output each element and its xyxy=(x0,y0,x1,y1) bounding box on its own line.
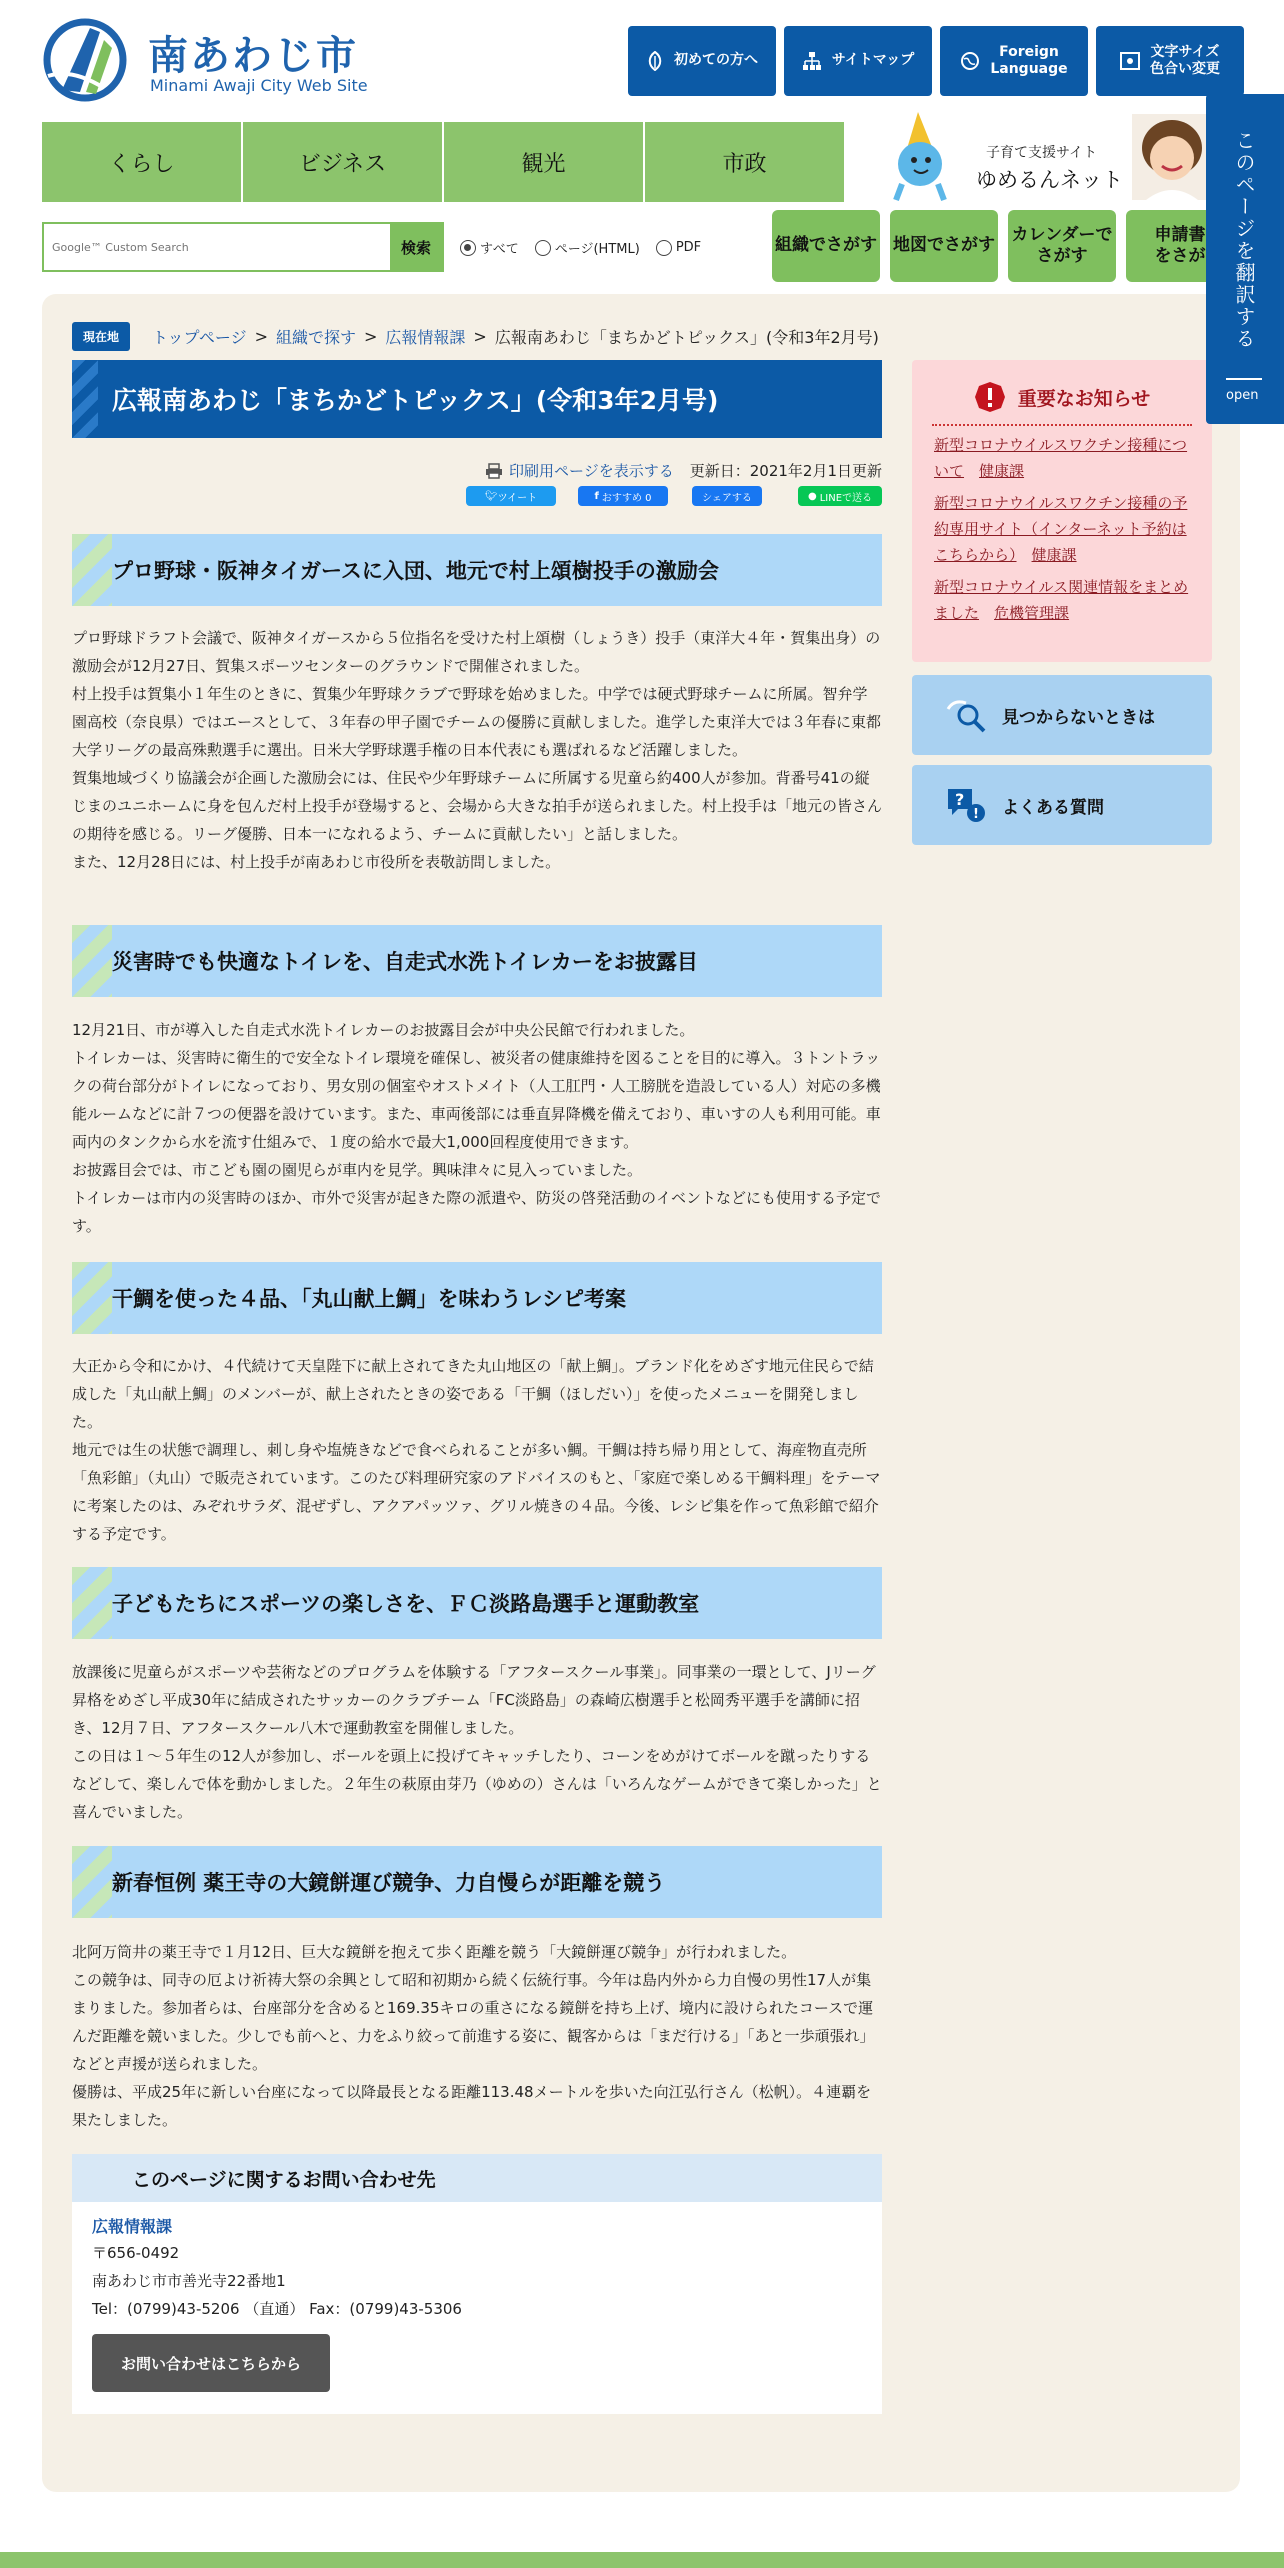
svg-text:!: ! xyxy=(973,807,979,822)
footer-bar xyxy=(0,2552,1284,2568)
alert-icon xyxy=(974,381,1006,413)
header-buttons xyxy=(628,26,1244,96)
article-body xyxy=(72,1016,882,1240)
contact-box xyxy=(72,2154,882,2414)
article-paragraph: トイレカーは市内の災害時のほか、市外で災害が起きた際の派遣や、防災の啓発活動のイベントなどにも使用する予定です。 xyxy=(72,1189,881,1235)
scope-html-radio[interactable] xyxy=(535,238,640,257)
faq-icon xyxy=(944,785,988,825)
contact-address: 南あわじ市市善光寺22番地1 xyxy=(92,2272,286,2290)
important-notice xyxy=(912,360,1212,662)
site-search xyxy=(42,222,444,272)
find-by-map-button[interactable]: 地図でさがす xyxy=(890,210,998,282)
line-share-button[interactable] xyxy=(798,486,882,506)
nav-item-city-government[interactable]: 市政 xyxy=(645,122,844,202)
child-photo xyxy=(1132,114,1212,200)
contact-zip: 〒656-0492 xyxy=(92,2244,180,2262)
print-link[interactable] xyxy=(485,460,674,481)
not-found-label: 見つからないときは xyxy=(1002,707,1155,728)
article-paragraph: お披露目会では、市こども園の園児らが車内を見学。興味津々に見入っていました。 xyxy=(72,1161,643,1179)
text-size-button[interactable] xyxy=(1096,26,1244,96)
article-paragraph: プロ野球ドラフト会議で、阪神タイガースから５位指名を受けた村上頌樹（しょうき）投手（東洋大４年・賀集出身）の激励会が12月27日、賀集スポーツセンターのグラウンドで開催されました。 xyxy=(72,629,881,675)
contact-department[interactable]: 広報情報課 xyxy=(92,2217,173,2236)
foreign-language-label: Foreign Language xyxy=(990,43,1068,77)
notice-item xyxy=(934,490,1194,568)
notice-heading xyxy=(932,370,1192,426)
breadcrumb-separator: > xyxy=(473,327,487,346)
breadcrumb xyxy=(72,322,879,351)
article-paragraph: 賀集地域づくり協議会が企画した激励会には、住民や少年野球チームに所属する児童ら約400人が参加。背番号41の縦じまのユニホームに身を包んだ村上投手が登場すると、会場から大きな拍手が送られました。村上投手は「地元の皆さんの期待を感じる。リーグ優勝、日本一になれるよう、チームに貢献したい」と話しました。 xyxy=(72,769,883,843)
page-title: 広報南あわじ「まちかどトピックス」(令和3年2月号) xyxy=(72,360,882,438)
first-visit-label: 初めての方へ xyxy=(674,52,758,69)
article-heading: プロ野球・阪神タイガースに入団、地元で村上頌樹投手の激励会 xyxy=(72,534,882,606)
leaf-icon xyxy=(646,51,664,71)
article-paragraph: 12月21日、市が導入した自走式水洗トイレカーのお披露目会が中央公民館で行われました。 xyxy=(72,1021,695,1039)
globe-icon xyxy=(960,51,980,71)
article-paragraph: 大正から令和にかけ、４代続けて天皇陛下に献上されてきた丸山地区の「献上鯛」。ブランド化をめざす地元住民らで結成した「丸山献上鯛」のメンバーが、献上されたときの姿である「干鯛（ほしだい）」を使ったメニューを開発しました。 xyxy=(72,1357,874,1431)
mascot-illustration xyxy=(878,108,962,204)
facebook-share-button[interactable] xyxy=(692,486,762,506)
find-by-calendar-button[interactable]: カレンダーで さがす xyxy=(1008,210,1116,282)
find-by-organization-button[interactable]: 組織でさがす xyxy=(772,210,880,282)
article-body xyxy=(72,1658,882,1826)
search-input[interactable] xyxy=(44,224,390,270)
article-paragraph: この競争は、同寺の厄よけ祈祷大祭の余興として昭和初期から続く伝統行事。今年は島内外から力自慢の男性17人が集まりました。参加者らは、台座部分を含めると169.35キロの重さになる鏡餅を持ち上げ、境内に設けられたコースで運んだ距離を競いました。少しでも前へと、力をふり絞って前進する姿に、観客からは「まだ行ける」「あと一歩頑張れ」などと声援が送られました。 xyxy=(72,1971,875,2073)
nav-item-living[interactable]: くらし xyxy=(42,122,243,202)
article-paragraph: トイレカーは、災害時に衛生的で安全なトイレ環境を確保し、被災者の健康維持を図ることを目的に導入。３トントラックの荷台部分がトイレになっており、男女別の個室やオストメイト（人工肛門・人工膀胱を造設している人）対応の多機能ルームなどに計７つの便器を設けています。また、車両後部には垂直昇降機を備えており、車いすの人も利用可能。車両内のタンクから水を流す仕組みで、１度の給水で最大1,000回程度使用できます。 xyxy=(72,1049,881,1151)
tweet-button[interactable] xyxy=(466,486,556,506)
share-buttons xyxy=(466,486,882,506)
updated-date: 更新日：2021年2月1日更新 xyxy=(689,462,882,480)
scope-all-label: すべて xyxy=(480,242,519,257)
notice-dept-link[interactable]: 健康課 xyxy=(979,462,1025,480)
article-paragraph: 村上投手は賀集小１年生のときに、賀集少年野球クラブで野球を始めました。中学では硬式野球チームに所属。智弁学園高校（奈良県）ではエースとして、３年春の甲子園でチームの優勝に貢献しました。進学した東洋大では３年春に東都大学リーグの最高殊勲選手に選出。日米大学野球選手権の日本代表にも選ばれるなど活躍しました。 xyxy=(72,685,881,759)
notice-list xyxy=(934,432,1194,632)
notice-heading-text: 重要なお知らせ xyxy=(1017,387,1151,410)
article-heading: 子どもたちにスポーツの楽しさを、ＦＣ淡路島選手と運動教室 xyxy=(72,1567,882,1639)
line-share-label: LINEで送る xyxy=(819,492,873,504)
notice-link[interactable]: 新型コロナウイルス関連情報をまとめました xyxy=(934,578,1189,622)
scope-all-radio[interactable] xyxy=(460,238,519,257)
notice-link[interactable]: 新型コロナウイルスワクチン接種の予約専用サイト（インターネット予約はこちらから） xyxy=(934,494,1188,564)
notice-item xyxy=(934,574,1194,626)
breadcrumb-link-department[interactable]: 広報情報課 xyxy=(385,328,466,347)
article-paragraph: 地元では生の状態で調理し、刺し身や塩焼きなどで食べられることが多い鯛。干鯛は持ち帰り用として、海産物直売所「魚彩館」（丸山）で販売されています。このたび料理研究家のアドバイスのもと、「家庭で楽しめる干鯛料理」をテーマに考案したのは、みぞれサラダ、混ぜずし、アクアパッツァ、グリル焼きの４品。今後、レシピ集を作って魚彩館で紹介する予定です。 xyxy=(72,1441,881,1543)
search-button[interactable]: 検索 xyxy=(390,224,442,270)
logo-japanese: 南あわじ市 xyxy=(148,33,358,79)
banner-subtitle: 子育て支援サイト xyxy=(986,145,1098,161)
scope-pdf-radio[interactable] xyxy=(656,240,701,256)
printer-icon xyxy=(485,463,503,479)
foreign-language-button[interactable] xyxy=(940,26,1088,96)
scope-pdf-label: PDF xyxy=(675,240,702,255)
notice-dept-link[interactable]: 健康課 xyxy=(1031,546,1077,564)
facebook-like-label: おすすめ 0 xyxy=(601,492,652,504)
article-heading: 災害時でも快適なトイレを、自走式水洗トイレカーをお披露目 xyxy=(72,925,882,997)
breadcrumb-separator: > xyxy=(254,327,268,346)
radio-icon xyxy=(656,240,672,256)
print-label: 印刷用ページを表示する xyxy=(509,462,674,480)
article-body xyxy=(72,624,882,876)
facebook-like-button[interactable] xyxy=(578,486,668,506)
breadcrumb-separator: > xyxy=(364,327,378,346)
childcare-banner[interactable] xyxy=(868,108,1208,206)
radio-icon xyxy=(535,240,551,256)
article-paragraph: 北阿万筒井の薬王寺で１月12日、巨大な鏡餅を抱えて歩く距離を競う「大鏡餅運び競争」が行われました。 xyxy=(72,1943,797,1961)
line-icon: ● xyxy=(807,490,817,502)
find-buttons xyxy=(772,210,1234,282)
arrow-left-icon xyxy=(1226,378,1262,380)
notice-item xyxy=(934,432,1194,484)
search-help-icon xyxy=(944,695,988,735)
scope-html-label: ページ(HTML) xyxy=(554,242,640,257)
article-body xyxy=(72,1352,882,1548)
article-heading: 干鯛を使った４品、「丸山献上鯛」を味わうレシピ考案 xyxy=(72,1262,882,1334)
svg-text:?: ? xyxy=(955,790,965,809)
nav-item-business[interactable]: ビジネス xyxy=(243,122,444,202)
notice-link[interactable]: 新型コロナウイルスワクチン接種について xyxy=(934,436,1188,480)
search-scope xyxy=(460,238,701,257)
banner-title: ゆめるんネット xyxy=(976,168,1123,192)
global-nav xyxy=(42,122,844,202)
article-paragraph: また、12月28日には、村上投手が南あわじ市役所を表敬訪問しました。 xyxy=(72,853,561,871)
article-heading: 新春恒例 薬王寺の大鏡餅運び競争、力自慢らが距離を競う xyxy=(72,1846,882,1918)
contact-form-button[interactable]: お問い合わせはこちらから xyxy=(92,2334,330,2392)
article-body xyxy=(72,1938,882,2134)
sitemap-label: サイトマップ xyxy=(831,52,915,69)
logo-english: Minami Awaji City Web Site xyxy=(150,76,368,95)
translate-tab-label: このページを翻訳する xyxy=(1232,130,1256,350)
breadcrumb-link-top[interactable]: トップページ xyxy=(152,328,247,347)
breadcrumb-current: 広報南あわじ「まちかどトピックス」(令和3年2月号) xyxy=(494,328,879,347)
find-application-button[interactable]: 申請書 をさが xyxy=(1126,210,1234,282)
city-emblem-icon xyxy=(42,18,128,102)
sitemap-button[interactable] xyxy=(784,26,932,96)
faq-button[interactable] xyxy=(912,765,1212,845)
radio-selected-icon xyxy=(460,240,476,256)
article-paragraph: この日は１～５年生の12人が参加し、ボールを頭上に投げてキャッチしたり、コーンをめがけてボールを蹴ったりするなどして、楽しんで体を動かしました。２年生の萩原由芽乃（ゆめの）さんは「いろんなゲームができて楽しかった」と喜んでいました。 xyxy=(72,1747,882,1821)
breadcrumb-badge: 現在地 xyxy=(72,322,130,351)
facebook-share-label: シェアする xyxy=(702,492,752,504)
nav-item-tourism[interactable]: 観光 xyxy=(444,122,645,202)
breadcrumb-link-organization[interactable]: 組織で探す xyxy=(275,328,356,347)
twitter-icon: 🐦︎ xyxy=(484,490,498,502)
article-paragraph: 放課後に児童らがスポーツや芸術などのプログラムを体験する「アフタースクール事業」。同事業の一環として、Jリーグ昇格をめざし平成30年に結成されたサッカーのクラブチーム「FC淡路島」の森崎広樹選手と松岡秀平選手を講師に招き、12月７日、アフタースクール八木で運動教室を開催しました。 xyxy=(72,1663,876,1737)
site-header xyxy=(0,0,1284,110)
text-size-icon xyxy=(1120,52,1140,70)
contact-phone: Tel：(0799)43-5206 （直通） Fax：(0799)43-5306 xyxy=(92,2300,462,2318)
not-found-button[interactable] xyxy=(912,675,1212,755)
tweet-label: ツイート xyxy=(497,492,538,504)
sitemap-icon xyxy=(802,51,822,71)
first-visit-button[interactable] xyxy=(628,26,776,96)
translate-tab[interactable] xyxy=(1206,94,1284,424)
page-meta xyxy=(485,460,882,481)
article-paragraph: 優勝は、平成25年に新しい台座になって以降最長となる距離113.48メートルを歩いた向江弘行さん（松帆）。４連覇を果たしました。 xyxy=(72,2083,872,2129)
translate-tab-open: open xyxy=(1226,388,1259,403)
site-logo[interactable] xyxy=(42,18,368,102)
text-size-label: 文字サイズ 色合い変更 xyxy=(1150,43,1220,77)
facebook-icon: f xyxy=(594,490,599,502)
notice-dept-link[interactable]: 危機管理課 xyxy=(994,604,1070,622)
faq-label: よくある質問 xyxy=(1002,797,1104,818)
contact-heading: このページに関するお問い合わせ先 xyxy=(72,2154,882,2202)
